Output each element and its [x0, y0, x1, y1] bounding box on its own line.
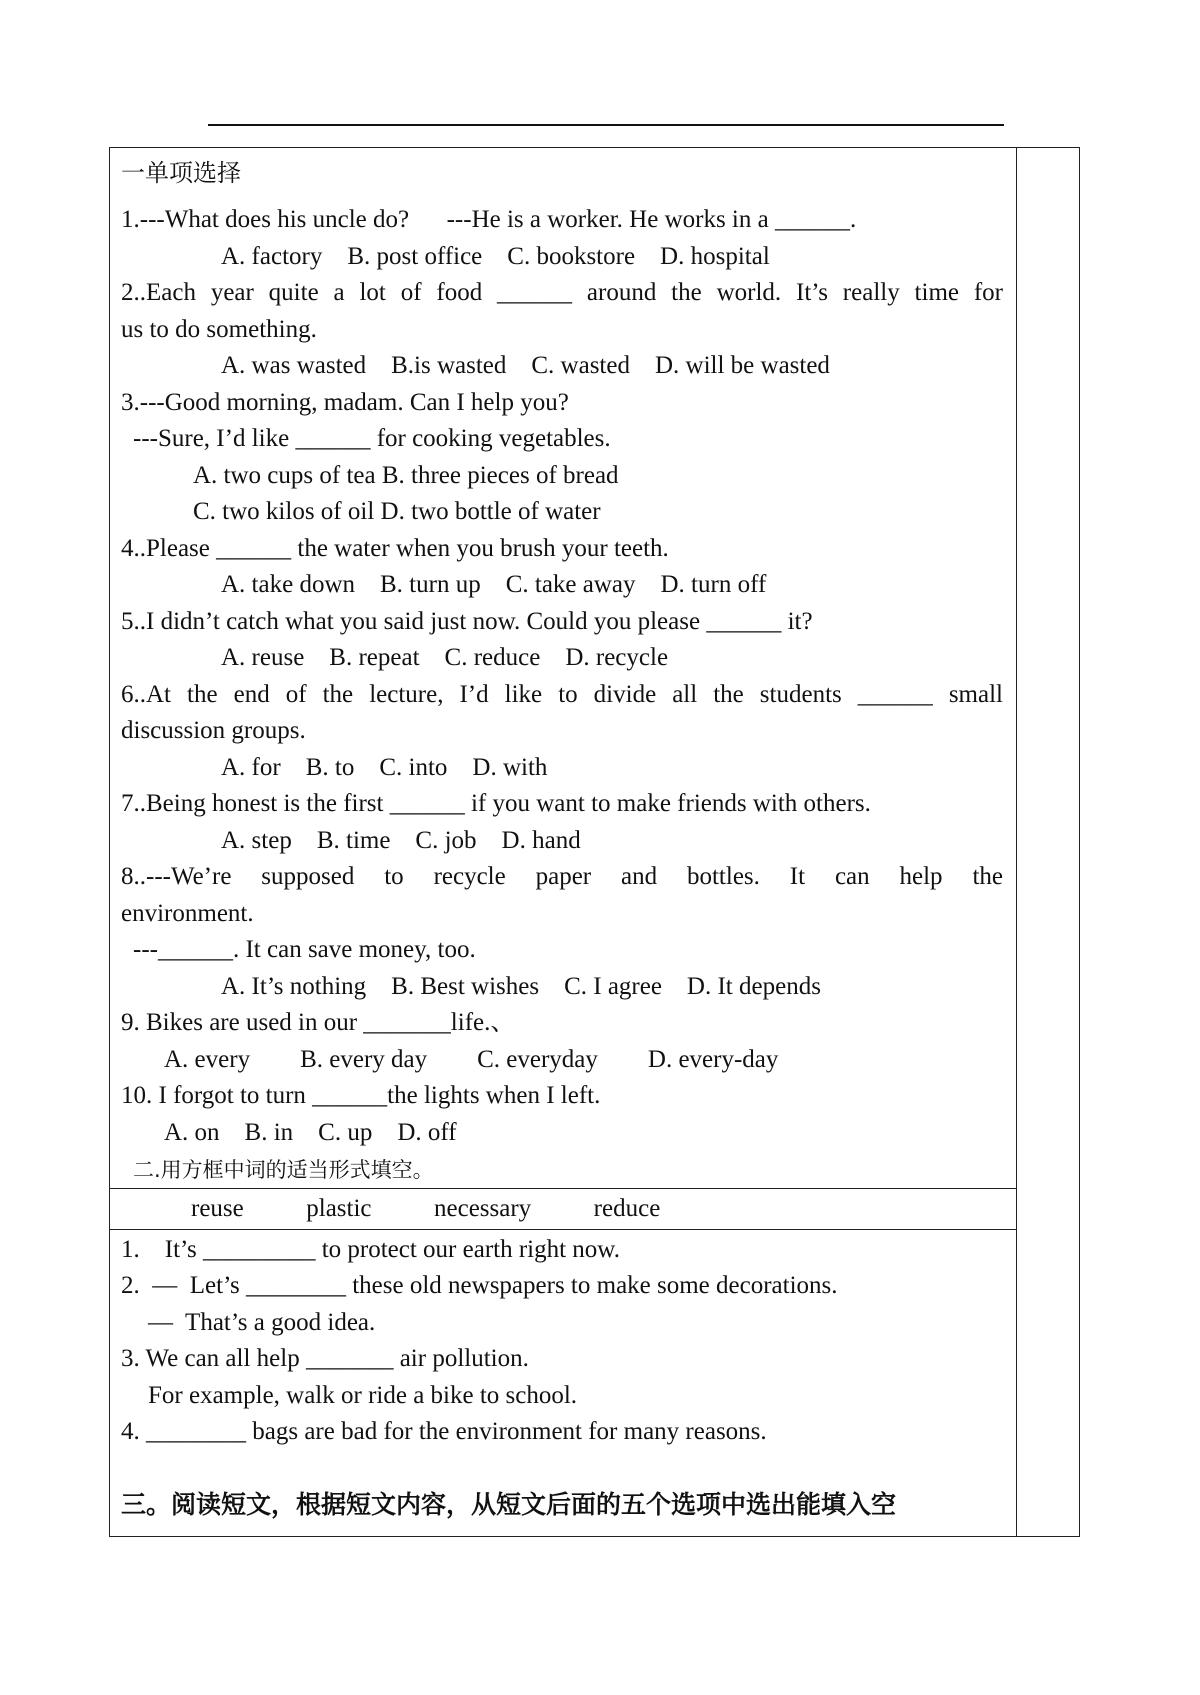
section3-heading: 三。阅读短文，根据短文内容，从短文后面的五个选项中选出能填入空 — [121, 1490, 897, 1519]
fill3: 3. We can all help _______ air pollution. — [121, 1345, 529, 1372]
q10-stem: 10. I forgot to turn ______the lights when I left. — [121, 1082, 601, 1109]
q3-stem: 3.---Good morning, madam. Can I help you? — [121, 389, 569, 416]
fill2: 2. — Let’s ________ these old newspapers to make some decorations. — [121, 1272, 838, 1299]
section2-heading: 二.用方框中词的适当形式填空。 — [133, 1158, 434, 1182]
q6-stem: 6..At the end of the lecture, I’d like to divide all the students ______ small — [121, 681, 1003, 708]
q3-options-ab: A. two cups of tea B. three pieces of bread — [193, 462, 619, 489]
q7-options: A. step B. time C. job D. hand — [221, 827, 581, 854]
fill2-reply: — That’s a good idea. — [148, 1309, 376, 1336]
fill1: 1. It’s _________ to protect our earth right now. — [121, 1236, 620, 1263]
q4-stem: 4..Please ______ the water when you brush your teeth. — [121, 535, 669, 562]
header-rule — [208, 124, 1004, 126]
q6-options: A. for B. to C. into D. with — [221, 754, 548, 781]
q8-stem: 8..---We’re supposed to recycle paper and bottles. It can help the — [121, 863, 1003, 890]
q8-options: A. It’s nothing B. Best wishes C. I agree D. It depends — [221, 973, 821, 1000]
q4-options: A. take down B. turn up C. take away D. turn off — [221, 571, 767, 598]
q5-options: A. reuse B. repeat C. reduce D. recycle — [221, 644, 669, 671]
q6-stem-cont: discussion groups. — [121, 717, 306, 744]
section1-heading: 一单项选择 — [121, 159, 241, 187]
word-box-top-border — [109, 1188, 1017, 1189]
fill4: 4. ________ bags are bad for the environment for many reasons. — [121, 1418, 767, 1445]
word-box-bottom-border — [109, 1229, 1017, 1230]
q5-stem: 5..I didn’t catch what you said just now. Could you please ______ it? — [121, 608, 813, 635]
fill3-cont: For example, walk or ride a bike to school. — [148, 1382, 578, 1409]
word-box: reuse plastic necessary reduce — [191, 1195, 661, 1222]
q2-stem: 2..Each year quite a lot of food ______ around the world. It’s really time for — [121, 279, 1003, 306]
q2-options: A. was wasted B.is wasted C. wasted D. will be wasted — [221, 352, 830, 379]
right-column-divider — [1016, 147, 1017, 1537]
q9-options: A. every B. every day C. everyday D. every-day — [164, 1046, 779, 1073]
q7-stem: 7..Being honest is the first ______ if you want to make friends with others. — [121, 790, 871, 817]
q3-options-cd: C. two kilos of oil D. two bottle of water — [193, 498, 601, 525]
q10-options: A. on B. in C. up D. off — [164, 1119, 457, 1146]
q3-stem-cont: ---Sure, I’d like ______ for cooking vegetables. — [133, 425, 611, 452]
q9-stem: 9. Bikes are used in our _______life.、 — [121, 1009, 516, 1036]
q1-options: A. factory B. post office C. bookstore D. hospital — [221, 243, 770, 270]
q2-stem-cont: us to do something. — [121, 316, 317, 343]
q8-reply: ---______. It can save money, too. — [133, 936, 476, 963]
q8-stem-cont: environment. — [121, 900, 254, 927]
q1-stem: 1.---What does his uncle do? ---He is a worker. He works in a ______. — [121, 206, 857, 233]
